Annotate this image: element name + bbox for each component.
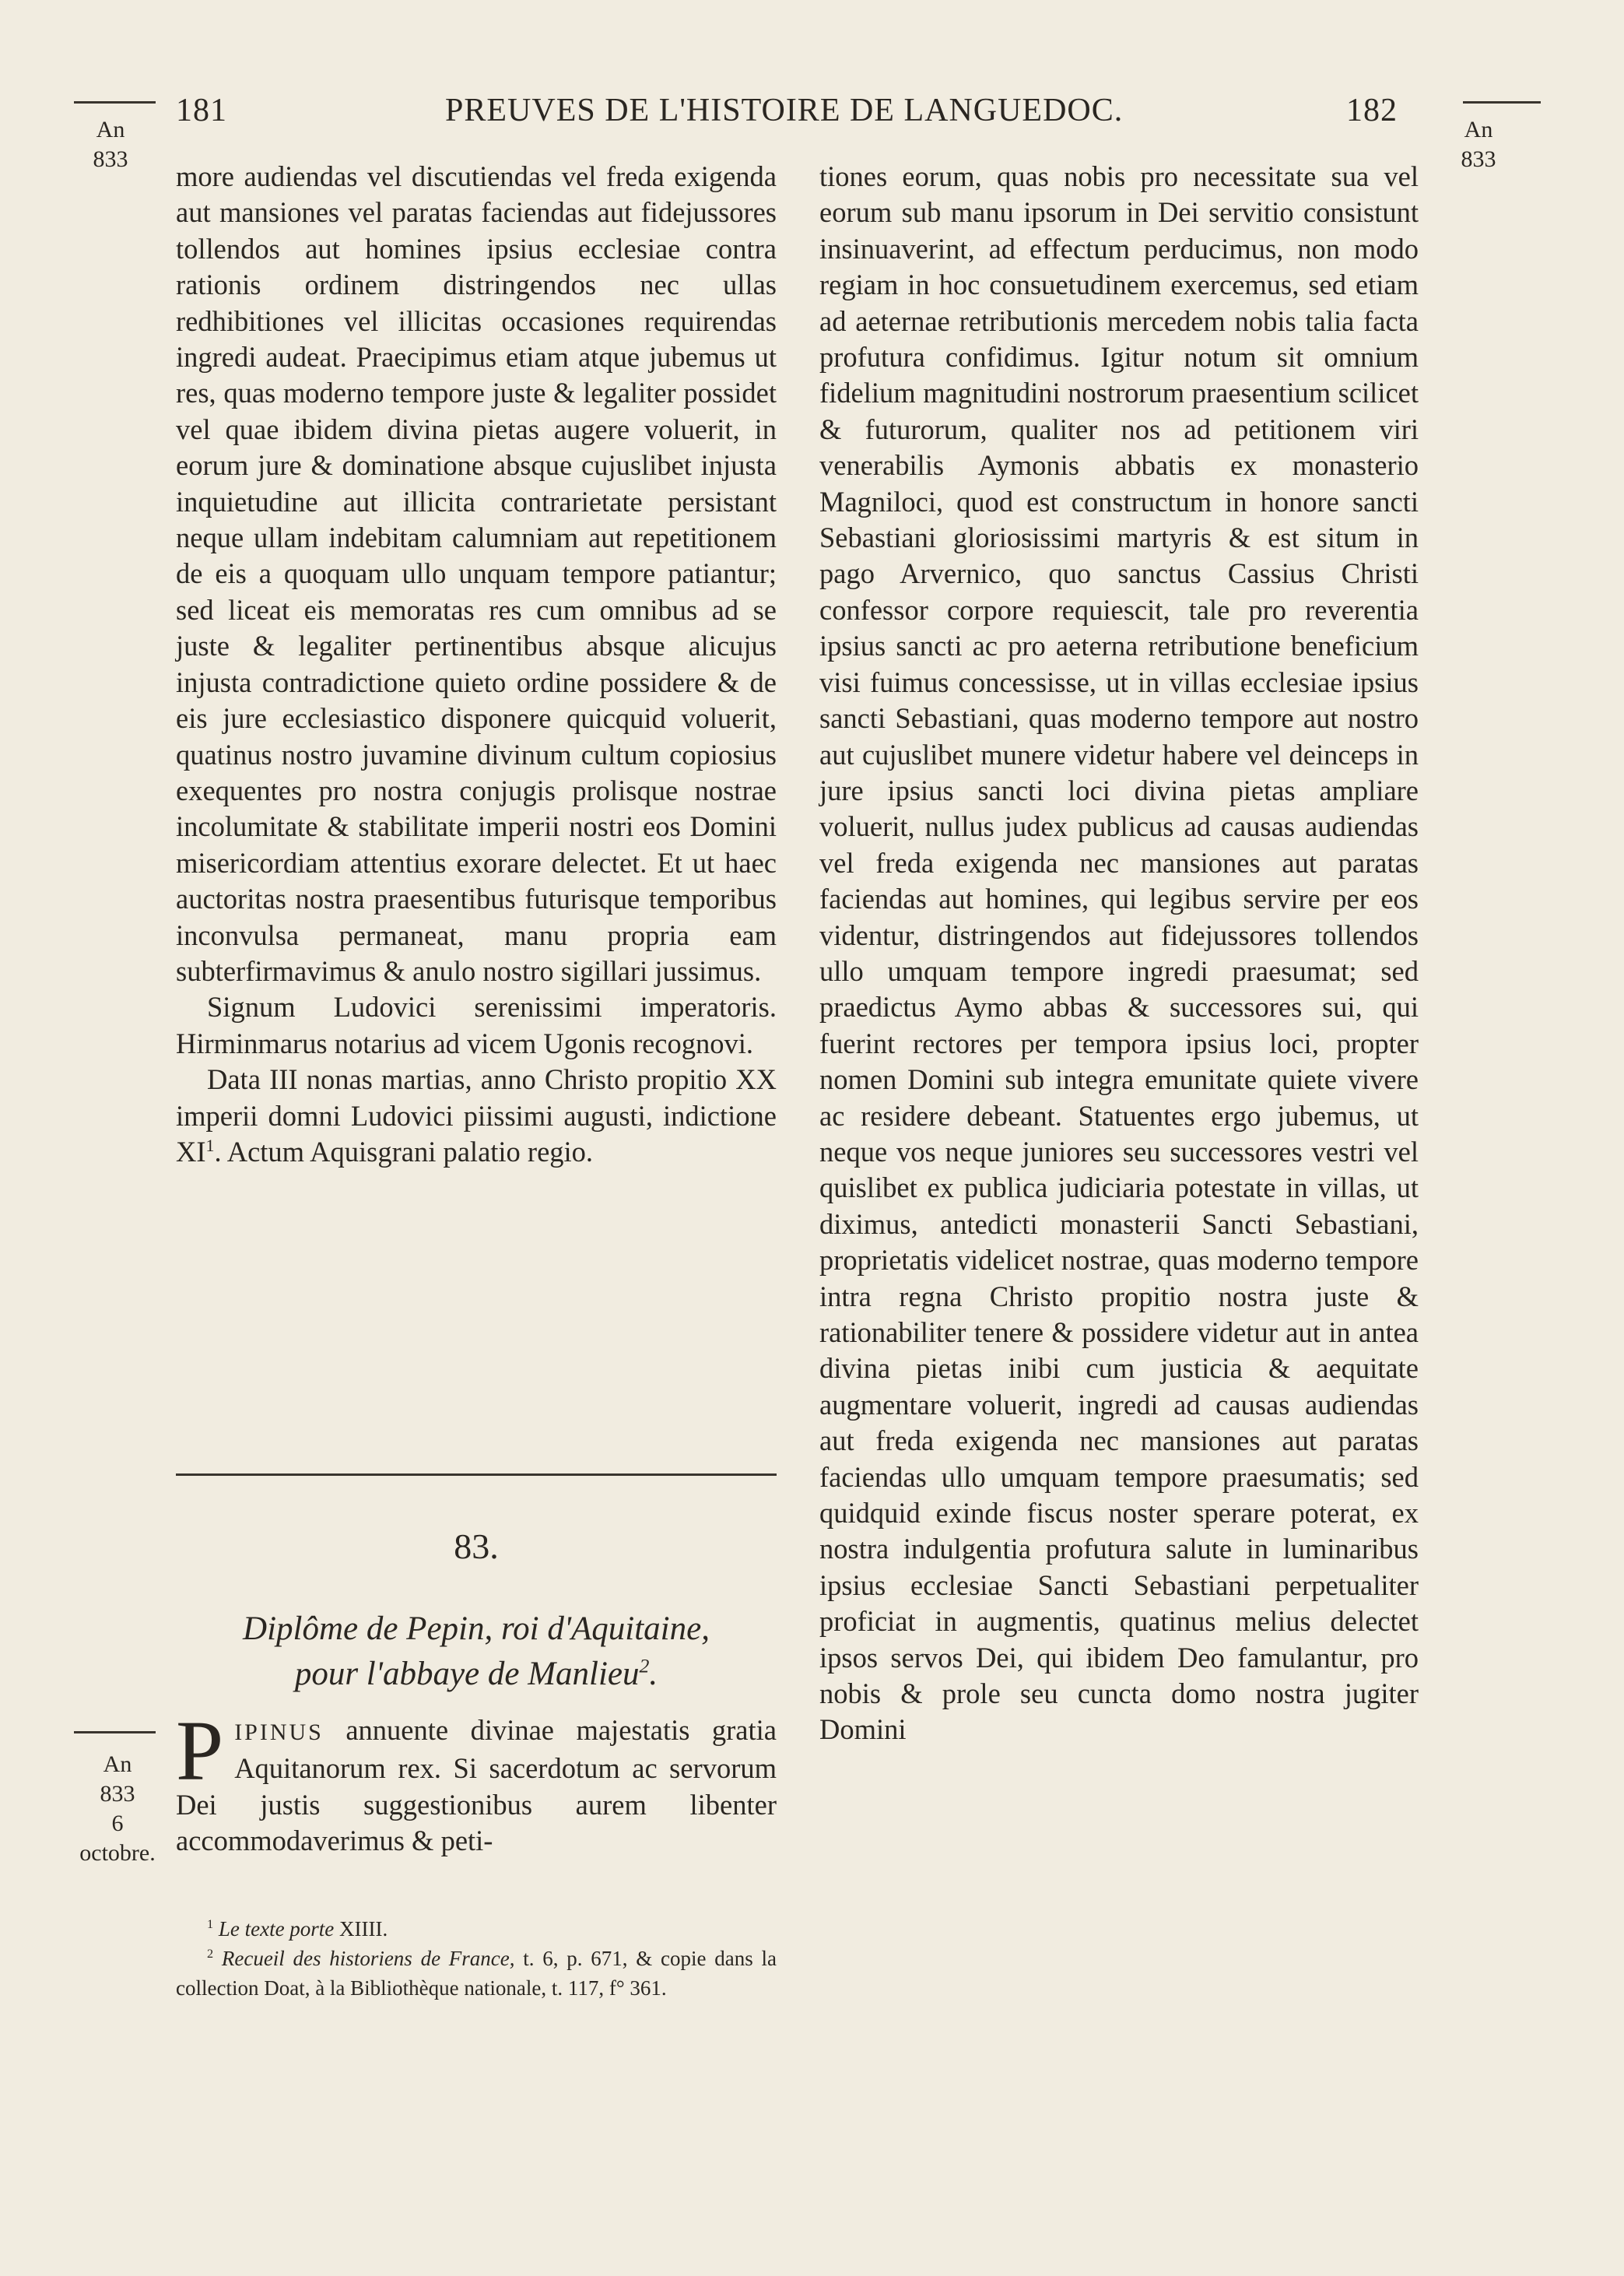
margin-note-year: 833 [93,146,128,172]
running-title: PREUVES DE L'HISTOIRE DE LANGUEDOC. [445,93,1124,128]
footnote-2-number: 2 [207,1947,214,1961]
actum-text: . Actum Aquisgrani palatio regio. [214,1135,594,1168]
margin-note-month: octobre. [79,1840,156,1866]
footnote-1-rest: XIIII. [334,1917,388,1941]
footnote-ref-2: 2 [639,1654,650,1677]
diploma-opening [176,1703,777,1860]
document-number: 83. [454,1526,499,1566]
document-title-line-1: Diplôme de Pepin, roi d'Aquitaine, [243,1610,710,1647]
margin-note-year: 833 [1461,146,1496,172]
margin-note-right-top [1447,115,1510,174]
diploma-opening-paragraph [176,1703,777,1860]
footnote-1-italic: Le texte porte [218,1917,335,1941]
header-rule-left [74,101,156,104]
left-paragraph-1: more audiendas vel discutiendas vel freda exigenda aut mansiones vel paratas faciendas aut fidejussores tollendos aut homines ipsius ecclesiae contra rationis ordinem distringendos nec ullas redhibitiones vel illicitas occasiones requirendas ingredi audeat. Praecipimus etiam atque jubemus ut res, quas moderno tempore juste & legaliter possidet vel quae ibidem divina pietas augere voluerit, in eorum jure & dominatione absque cujuslibet injusta inquietudine aut illicita contrarietate persistant neque ullam indebitam calumniam aut repetitionem de eis a quoquam ullo unquam tempore patiantur; sed liceat eis memoratas res cum omnibus ad se juste & legaliter pertinentibus absque alicujus injusta contradictione quieto ordine possidere & de eis jure ecclesiastico disponere quicquid voluerit, quatinus nostro juvamine divinum cultum copiosius exequentes pro nostra conjugis prolisque nostrae incolumitate & stabilitate imperii nostri eos Domini misericordiam attentius exorare delectet. Et ut haec auctoritas nostra praesentibus futurisque temporibus inconvulsa permaneat, manu propria eam subterfirmavimus & anulo nostro sigillari jussimus. [176,160,777,987]
date-text: Data III nonas martias, anno Christo propitio XX imperii domni Ludovici piissimi augusti, indictione XI [176,1063,777,1168]
page-number-right: 182 [1346,93,1398,128]
document-title-line-2-text: pour l'abbaye de Manlieu [294,1656,640,1692]
right-column [819,159,1419,1748]
header-rule-right [1463,101,1541,104]
footnotes [176,1914,777,2003]
margin-rule-left-mid [74,1731,156,1733]
footnote-1-number: 1 [207,1917,214,1931]
document-title-line-2 [176,1652,777,1697]
opening-name: IPINUS [234,1719,324,1745]
left-paragraph-3 [176,1062,777,1170]
footnote-2 [176,1944,777,2003]
margin-note-label: An [1464,117,1493,142]
footnote-2-rest: t. 6, p. 671, & copie dans la collection Doat, à la Bibliothèque nationale, t. 117, f° 361. [176,1947,777,2000]
opening-text: annuente divinae majestatis gratia Aquitanorum rex. Si sacerdotum ac servorum Dei justis suggestionibus aurem libenter accommodaverimus & peti- [176,1714,777,1857]
margin-note-label: An [96,117,125,142]
margin-note-year: 833 [100,1781,135,1807]
margin-note-label: An [103,1751,132,1777]
left-paragraph-2: Signum Ludovici serenissimi imperatoris. Hirminmarus notarius ad vicem Ugonis recognovi. [176,991,777,1059]
footnote-2-italic: Recueil des historiens de France, [221,1947,515,1970]
right-paragraph: tiones eorum, quas nobis pro necessitate sua vel eorum sub manu ipsorum in Dei servitio consistunt insinuaverint, ad effectum perducimus, non modo regiam in hoc consuetudinem exercemus, sed etiam ad aeternae retributionis mercedem nobis talia facta profutura confidimus. Igitur notum sit omnium fidelium magnitudini nostrorum praesentium scilicet & futurorum, qualiter nos ad petitionem viri venerabilis Aymonis abbatis ex monasterio Magniloci, quod est constructum in honore sancti Sebastiani gloriosissimi martyris & est situm in pago Arvernico, quo sanctus Cassius Christi confessor corpore requiescit, tale pro reverentia ipsius sancti ac pro aeterna retributione beneficium visi fuimus concessisse, ut in villas ecclesiae ipsius sancti Sebastiani, quas moderno tempore aut nostro aut cujuslibet munere videtur habere vel deinceps in jure ipsius sancti loci divina pietas ampliare voluerit, nullus judex publicus ad causas audiendas vel freda exigenda nec mansiones aut paratas faciendas aut homines, qui legibus servire per eos videntur, distringendos aut fidejussores tollendos ullo umquam tempore ingredi praesumat; sed praedictus Aymo abbas & successores sui, qui fuerint rectores per tempora ipsius loci, propter nomen Domini sub integra emunitate quiete vivere ac residere debeant. Statuentes ergo jubemus, ut neque vos neque juniores seu successores vestri vel quislibet ex publica judiciaria potestate in villas, ut diximus, antedicti monasterii Sancti Sebastiani, proprietatis videlicet nostrae, quas moderno tempore intra regna Christo propitio nostra juste & rationabiliter tenere & possidere videtur aut in antea divina pietas inibi cum justicia & aequitate augmentare voluerit, ingredi ad causas audiendas aut freda exigenda nec mansiones aut paratas faciendas ullo umquam tempore praesumatis; sed quidquid exinde fiscus noster sperare poterat, ex nostra indulgentia profutura salute in luminaribus ipsius ecclesiae Sancti Sebastiani perpetualiter proficiat in augmentis, quatinus melius delectet ipsos servos Dei, qui ibidem Deo famulantur, pro nobis & prole seu cuncta domo nostra jugiter Domini [819,160,1419,1746]
page-number-left: 181 [176,93,227,128]
margin-note-left-mid [75,1750,160,1868]
document-title [176,1607,777,1697]
margin-note-day: 6 [111,1811,124,1836]
dropcap-letter: P [176,1703,224,1798]
margin-note-left-top [79,115,142,174]
document-title-end: . [649,1656,658,1692]
footnote-ref-1: 1 [205,1135,215,1155]
section-separator [176,1473,777,1476]
left-column [176,159,777,1170]
footnote-1 [176,1914,777,1944]
